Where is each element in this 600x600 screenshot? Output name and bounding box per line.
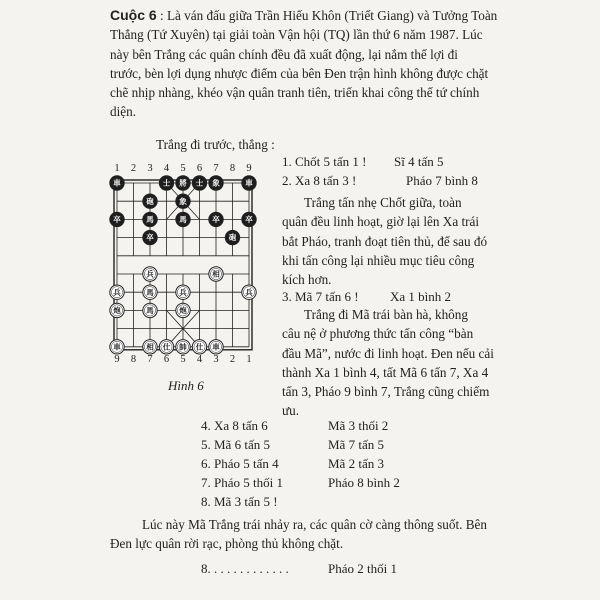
piece-label: 兵 xyxy=(113,287,121,297)
commentary-2-line-1: câu nệ ở phương thức tấn công “bàn xyxy=(282,326,474,342)
piece-label: 將 xyxy=(179,178,187,188)
top-file-number: 1 xyxy=(114,163,120,174)
piece-label: 仕 xyxy=(162,342,171,352)
intro-line-4: chẽ nhịp nhàng, khéo vận quân tranh tiên, triển khai công thế tứ chính xyxy=(110,85,480,101)
intro-line-2: này bên Trắng các quân chính đều đã xuất động, lại nắm thế lợi đi xyxy=(110,46,458,62)
commentary-2-line-3: thành Xa 1 bình 4, tất Mã 6 tấn 7, Xa 4 xyxy=(282,364,489,380)
piece-label: 馬 xyxy=(146,306,154,315)
commentary-2-line-0: Trắng đi Mã trái bàn hà, không xyxy=(304,307,468,322)
move-1-white: 1. Chốt 5 tấn 1 ! xyxy=(282,154,367,169)
bottom-file-number: 1 xyxy=(246,353,252,365)
bottom-file-number: 6 xyxy=(163,353,170,365)
move-7-white: 7. Pháo 5 thối 1 xyxy=(201,475,283,490)
piece-label: 卒 xyxy=(113,215,121,224)
commentary-1 xyxy=(282,193,500,289)
move-5-black: Mã 7 tấn 5 xyxy=(328,437,384,452)
piece-label: 炮 xyxy=(113,306,121,315)
piece-label: 帥 xyxy=(179,342,187,352)
move-3-black: Xa 1 bình 2 xyxy=(390,289,452,304)
piece-label: 仕 xyxy=(195,342,204,352)
piece-label: 炮 xyxy=(179,306,187,315)
piece-label: 車 xyxy=(113,342,121,352)
piece-label: 象 xyxy=(179,196,187,206)
intro-line-1: Thắng (Tứ Xuyên) tại giải toàn Vận hội (TQ) lần thứ 6 năm 1987. Lúc xyxy=(110,27,483,43)
move-4-black: Mã 3 thối 2 xyxy=(328,418,389,433)
piece-label: 士 xyxy=(195,178,204,188)
bottom-file-number: 7 xyxy=(147,353,153,365)
bottom-file-number: 3 xyxy=(213,353,219,365)
commentary-1-line-3: khi tấn công lại nhiều mục tiêu công xyxy=(282,252,475,268)
intro-paragraph xyxy=(110,6,500,122)
commentary-2-line-2: đầu Mã”, nước đi linh hoạt. Đen nếu cải xyxy=(282,345,494,361)
move-5-white: 5. Mã 6 tấn 5 xyxy=(201,437,270,452)
intro-line-3: trước, bèn lợi dụng nhược điểm của bên Đen trận hình không được chặt xyxy=(110,65,489,81)
bottom-file-number: 5 xyxy=(180,353,186,365)
top-file-number: 3 xyxy=(147,163,153,174)
closing-line-1: Đen lực quân rời rạc, phòng thủ không chặt. xyxy=(110,536,344,552)
piece-label: 兵 xyxy=(179,287,187,297)
commentary-2 xyxy=(282,305,500,421)
section-title: Cuộc 6 xyxy=(110,7,157,23)
commentary-1-line-4: kích hơn. xyxy=(282,272,332,288)
piece-label: 相 xyxy=(146,342,154,352)
piece-label: 車 xyxy=(212,342,220,352)
move-3-white: 3. Mã 7 tấn 6 ! xyxy=(282,289,359,304)
piece-label: 馬 xyxy=(179,215,187,224)
piece-label: 砲 xyxy=(228,233,237,243)
move-6-white: 6. Pháo 5 tấn 4 xyxy=(201,456,279,471)
commentary-1-line-1: quân đều linh hoạt, giờ lại lên Xa trái xyxy=(282,214,480,230)
piece-label: 士 xyxy=(162,178,171,188)
top-file-number: 9 xyxy=(246,163,252,174)
piece-label: 車 xyxy=(113,178,121,188)
move-7-black: Pháo 8 bình 2 xyxy=(328,475,400,490)
move-6-black: Mã 2 tấn 3 xyxy=(328,456,384,471)
piece-label: 卒 xyxy=(245,215,253,224)
move-2-black: Pháo 7 bình 8 xyxy=(406,173,478,188)
top-file-number: 2 xyxy=(130,163,137,174)
top-file-number: 4 xyxy=(163,163,170,174)
piece-label: 卒 xyxy=(146,233,154,243)
white-moves-first: Trắng đi trước, thắng : xyxy=(156,137,275,152)
closing-paragraph xyxy=(110,515,500,554)
bottom-file-number: 9 xyxy=(114,353,120,365)
figure-caption: Hình 6 xyxy=(168,378,204,393)
piece-label: 相 xyxy=(212,269,220,279)
move-4-white: 4. Xa 8 tấn 6 xyxy=(201,418,268,433)
move-2-white: 2. Xa 8 tấn 3 ! xyxy=(282,173,357,188)
piece-label: 車 xyxy=(245,178,253,188)
top-file-number: 5 xyxy=(180,163,186,174)
xiangqi-board-diagram xyxy=(104,161,262,376)
bottom-file-number: 8 xyxy=(130,353,137,365)
piece-label: 馬 xyxy=(146,215,154,224)
commentary-1-line-2: bắt Pháo, tranh đoạt tiên thủ, để sau đó xyxy=(282,233,488,249)
commentary-2-line-4: tấn 3, Pháo 9 bình 7, Trắng cũng chiếm xyxy=(282,384,490,400)
bottom-file-number: 4 xyxy=(196,353,203,365)
bottom-file-number: 2 xyxy=(229,353,236,365)
intro-line-0: : Là ván đấu giữa Trần Hiếu Khôn (Triết Giang) và Tưởng Toàn xyxy=(156,8,498,23)
board-svg xyxy=(104,161,262,376)
final-move-black: Pháo 2 thối 1 xyxy=(328,561,397,576)
commentary-2-line-5: ưu. xyxy=(282,403,300,419)
commentary-1-line-0: Trắng tấn nhẹ Chốt giữa, toàn xyxy=(304,195,462,210)
piece-label: 卒 xyxy=(212,215,220,224)
piece-label: 兵 xyxy=(245,287,253,297)
top-file-number: 7 xyxy=(213,163,219,174)
piece-label: 兵 xyxy=(146,269,154,279)
move-1-black: Sĩ 4 tấn 5 xyxy=(394,154,444,169)
top-file-number: 8 xyxy=(229,163,236,174)
piece-label: 砲 xyxy=(146,196,154,206)
final-move-white: 8. . . . . . . . . . . . . xyxy=(201,561,289,576)
intro-line-5: diện. xyxy=(110,104,137,120)
move-8-white: 8. Mã 3 tấn 5 ! xyxy=(201,494,278,509)
top-file-number: 6 xyxy=(196,163,203,174)
piece-label: 象 xyxy=(212,178,220,188)
closing-line-0: Lúc này Mã Trắng trái nhảy ra, các quân cờ càng thông suốt. Bên xyxy=(142,517,487,532)
piece-label: 馬 xyxy=(146,287,154,297)
